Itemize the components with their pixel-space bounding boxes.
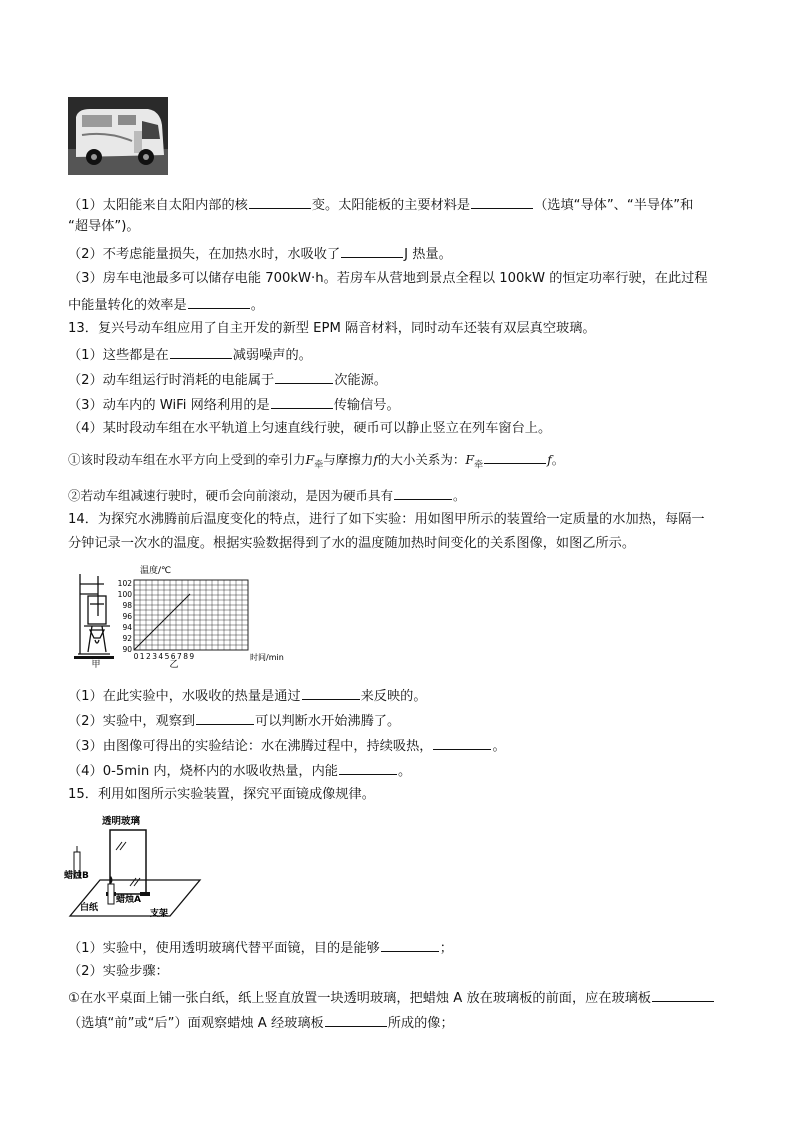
label-yi: 乙 bbox=[169, 660, 179, 668]
graph-y-label: 温度/℃ bbox=[140, 566, 172, 576]
y-tick-label: 100 bbox=[117, 590, 132, 599]
apparatus-jia bbox=[76, 574, 112, 658]
label-stand: 支架 bbox=[150, 909, 169, 919]
q15-stem: 15．利用如图所示实验装置，探究平面镜成像规律。 bbox=[68, 787, 375, 802]
x-tick-label: 4 bbox=[158, 652, 164, 661]
mirror-experiment-figure bbox=[64, 812, 204, 922]
q15-part2: （2）实验步骤： bbox=[68, 964, 169, 979]
q12-part1-line1: （1）太阳能来自太阳内部的核 变。太阳能板的主要材料是 （选填“导体”、“半导体”和 bbox=[68, 195, 693, 215]
boiling-experiment-figure bbox=[68, 564, 292, 668]
q13-stem: 13．复兴号动车组应用了自主开发的新型 EPM 隔音材料，同时动车还装有双层真空玻璃。 bbox=[68, 321, 596, 336]
q13-part1: （1）这些都是在 减弱噪声的。 bbox=[68, 345, 312, 365]
x-tick-label: 1 bbox=[139, 652, 145, 661]
x-tick-label: 3 bbox=[152, 652, 157, 661]
q12-part1-line2: “超导体”)。 bbox=[68, 219, 140, 234]
label-jia: 甲 bbox=[91, 660, 101, 668]
answer-blank[interactable] bbox=[484, 450, 546, 464]
q14-part4: （4）0-5min 内，烧杯内的水吸收热量，内能 。 bbox=[68, 761, 411, 781]
answer-blank[interactable] bbox=[275, 370, 333, 384]
x-tick-label: 7 bbox=[177, 652, 182, 661]
q14-part2: （2）实验中，观察到 可以判断水开始沸腾了。 bbox=[68, 711, 400, 731]
q14-stem-line2: 分钟记录一次水的温度。根据实验数据得到了水的温度随加热时间变化的关系图像，如图乙所示。 bbox=[68, 536, 636, 551]
q15-part1: （1）实验中，使用透明玻璃代替平面镜，目的是能够 ； bbox=[68, 938, 453, 958]
y-tick-label: 96 bbox=[122, 612, 132, 621]
q12-part3-line1: （3）房车电池最多可以储存电能 700kW·h。若房车从营地到景点全程以 100kW 的恒定功率行驶，在此过程 bbox=[68, 271, 708, 286]
answer-blank[interactable] bbox=[196, 711, 254, 725]
label-candle-b: 蜡烛B bbox=[64, 871, 89, 881]
x-tick-label: 5 bbox=[164, 652, 170, 661]
q15-step1-line2: （选填“前”或“后”）面观察蜡烛 A 经玻璃板 所成的像； bbox=[68, 1013, 454, 1033]
answer-blank[interactable] bbox=[302, 686, 360, 700]
answer-blank[interactable] bbox=[249, 195, 311, 209]
x-tick-label: 2 bbox=[146, 652, 151, 661]
q12-part2: （2）不考虑能量损失，在加热水时，水吸收了 J 热量。 bbox=[68, 244, 452, 264]
answer-blank[interactable] bbox=[170, 345, 232, 359]
answer-blank[interactable] bbox=[471, 195, 533, 209]
answer-blank[interactable] bbox=[325, 1013, 387, 1027]
q13-sub1: ①该时段动车组在水平方向上受到的牵引力$F_牵$与摩擦力f的大小关系为：$F_牵$ f。 bbox=[68, 452, 565, 471]
y-tick-label: 90 bbox=[122, 645, 132, 654]
label-candle-a: 蜡烛A bbox=[116, 895, 141, 905]
graph-x-label: 时间/min bbox=[250, 653, 284, 662]
apparatus-bench bbox=[74, 656, 114, 659]
y-tick-label: 92 bbox=[122, 634, 132, 643]
answer-blank[interactable] bbox=[188, 295, 250, 309]
answer-blank[interactable] bbox=[394, 486, 452, 500]
rv-photo bbox=[68, 97, 168, 175]
q13-part2: （2）动车组运行时消耗的电能属于 次能源。 bbox=[68, 370, 387, 390]
answer-blank[interactable] bbox=[433, 736, 491, 750]
x-tick-label: 6 bbox=[170, 652, 176, 661]
label-glass: 透明玻璃 bbox=[102, 816, 141, 827]
y-tick-label: 98 bbox=[122, 601, 132, 610]
q13-part3: （3）动车内的 WiFi 网络利用的是 传输信号。 bbox=[68, 395, 400, 415]
answer-blank[interactable] bbox=[271, 395, 333, 409]
answer-blank[interactable] bbox=[652, 988, 714, 1002]
x-tick-label: 8 bbox=[183, 652, 188, 661]
x-tick-label: 9 bbox=[189, 652, 195, 661]
q14-part3: （3）由图像可得出的实验结论：水在沸腾过程中，持续吸热， 。 bbox=[68, 736, 506, 756]
answer-blank[interactable] bbox=[341, 244, 403, 258]
answer-blank[interactable] bbox=[381, 938, 439, 952]
q12-part3-line2: 中能量转化的效率是 。 bbox=[68, 295, 264, 315]
y-tick-label: 102 bbox=[117, 579, 132, 588]
x-tick-label: 0 bbox=[133, 652, 139, 661]
q13-sub2: ②若动车组减速行驶时，硬币会向前滚动，是因为硬币具有 。 bbox=[68, 488, 466, 503]
q14-stem-line1: 14．为探究水沸腾前后温度变化的特点，进行了如下实验：用如图甲所示的装置给一定质量的水加热，每隔一 bbox=[68, 512, 705, 527]
q13-part4: （4）某时段动车组在水平轨道上匀速直线行驶，硬币可以静止竖立在列车窗台上。 bbox=[68, 421, 552, 436]
y-tick-label: 94 bbox=[122, 623, 132, 632]
q14-part1: （1）在此实验中，水吸收的热量是通过 来反映的。 bbox=[68, 686, 427, 706]
answer-blank[interactable] bbox=[339, 761, 397, 775]
label-paper: 白纸 bbox=[80, 903, 99, 913]
q15-step1-line1: ①在水平桌面上铺一张白纸，纸上竖直放置一块透明玻璃，把蜡烛 A 放在玻璃板的前面，应在玻璃板 bbox=[68, 988, 715, 1008]
